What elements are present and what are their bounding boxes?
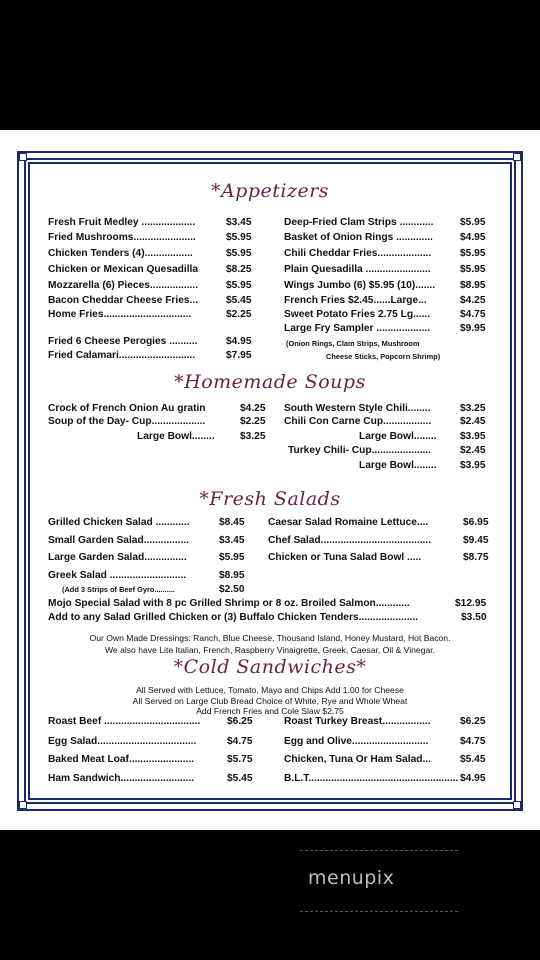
menu-item: Sweet Potato Fries 2.75 Lg...... [284,309,431,320]
menu-price: $2.25 [240,416,266,427]
menupix-watermark [300,850,460,912]
menu-item: Large Garden Salad............... [48,552,187,563]
menu-price: $2.50 [219,584,245,595]
menu-price: $4.95 [460,232,486,243]
menu-price: $5.45 [227,773,253,784]
menu-item: Egg and Olive........................... [284,736,429,747]
menu-price: $5.95 [219,552,245,563]
menu-price: $7.95 [226,350,252,361]
menu-item: Chili Con Carne Cup................. [284,416,432,427]
menu-item: Add to any Salad Grilled Chicken or (3) Buffalo Chicken Tenders..................... [48,612,419,623]
menu-price: $3.25 [460,403,486,414]
menu-item: French Fries $2.45......Large... [284,295,427,306]
menu-item: Roast Beef .................................. [48,716,201,727]
menu-price: $4.25 [460,295,486,306]
menu-item: Fried 6 Cheese Perogies .......... [48,336,198,347]
menu-item: Wings Jumbo (6) $5.95 (10)....... [284,280,436,291]
menu-item: Roast Turkey Breast................. [284,716,431,727]
menu-price: $6.25 [460,716,486,727]
menu-item: Mojo Special Salad with 8 pc Grilled Shrimp or 8 oz. Broiled Salmon............ [48,598,410,609]
sandwich-note: All Served with Lettuce, Tomato, Mayo and Chips Add 1.00 for Cheese [136,685,404,695]
menu-item: Chicken, Tuna Or Ham Salad... [284,754,432,765]
menu-price: $3.50 [461,612,487,623]
menu-price: $5.95 [226,280,252,291]
menu-price: $5.45 [226,295,252,306]
border-corner [513,801,521,809]
menu-item: Soup of the Day- Cup................... [48,416,206,427]
menu-item: Crock of French Onion Au gratin [48,403,206,414]
menu-item: Fresh Fruit Medley ................... [48,217,196,228]
border-corner [19,153,27,161]
menu-price: $3.25 [240,431,266,442]
sampler-note: Cheese Sticks, Popcorn Shrimp) [326,352,441,361]
menu-price: $4.75 [460,736,486,747]
sandwiches-title: *Cold Sandwiches* [173,656,367,678]
menu-item: Chicken Tenders (4)................. [48,248,193,259]
menu-price: $5.45 [460,754,486,765]
menu-item: Large Bowl........ [359,460,437,471]
menu-item: Chicken or Tuna Salad Bowl ..... [268,552,422,563]
menu-price: $4.95 [226,336,252,347]
menu-price: $8.75 [463,552,489,563]
menu-item: Chicken or Mexican Quesadilla [48,264,199,275]
sandwich-note: Add French Fries and Cole Slaw $2.75 [196,706,344,716]
menu-price: $2.45 [460,416,486,427]
menu-price: $8.25 [226,264,252,275]
soups-title: *Homemade Soups [174,371,366,393]
menu-item: Turkey Chili- Cup..................... [288,445,432,456]
border-corner [19,801,27,809]
menu-price: $9.45 [463,535,489,546]
menu-price: $8.45 [219,517,245,528]
menu-price: $5.95 [226,248,252,259]
salads-title: *Fresh Salads [199,488,341,510]
menu-price: $2.45 [460,445,486,456]
menu-item: Egg Salad................................... [48,736,197,747]
menu-price: $3.95 [460,460,486,471]
appetizers-title: *Appetizers [210,180,330,202]
menu-item: Ham Sandwich.......................... [48,773,195,784]
menu-price: $3.95 [460,431,486,442]
menu-price: $5.95 [226,232,252,243]
menu-item: Deep-Fried Clam Strips ............ [284,217,434,228]
menu-price: $5.95 [460,264,486,275]
menu-price: $8.95 [460,280,486,291]
menu-item: Large Fry Sampler ................... [284,323,431,334]
gyro-note: (Add 3 Strips of Beef Gyro.......... [62,585,175,594]
menu-price: $4.95 [460,773,486,784]
menu-item: B.L.T..................................................... [284,773,459,784]
menu-price: $2.25 [226,309,252,320]
menu-item: Greek Salad ........................... [48,570,187,581]
menu-item: Chili Cheddar Fries................... [284,248,432,259]
menu-item: South Western Style Chili........ [284,403,431,414]
menu-item: Small Garden Salad................ [48,535,189,546]
menu-price: $4.75 [460,309,486,320]
menu-item: Fried Mushrooms...................... [48,232,196,243]
menu-item: Mozzarella (6) Pieces................. [48,280,199,291]
sandwich-note: All Served on Large Club Bread Choice of White, Rye and Whole Wheat [132,696,408,706]
sampler-note: (Onion Rings, Clam Strips, Mushroom [286,339,420,348]
menu-price: $6.25 [227,716,253,727]
menu-item: Grilled Chicken Salad ............ [48,517,190,528]
watermark-text: menupix [308,867,395,889]
menu-price: $3.45 [219,535,245,546]
border-corner [513,153,521,161]
dressings-note: We also have Lite Italian, French, Raspberry Vinaigrette, Greek, Caesar, Oil & Vinegar. [104,645,436,655]
menu-item: Large Bowl........ [359,431,437,442]
menu-price: $4.25 [240,403,266,414]
menu-item: Chef Salad....................................... [268,535,432,546]
menu-price: $5.75 [227,754,253,765]
menu-item: Bacon Cheddar Cheese Fries... [48,295,199,306]
dressings-note: Our Own Made Dressings: Ranch, Blue Cheese, Thousand Island, Honey Mustard, Hot Bacon. [89,633,451,643]
menu-price: $8.95 [219,570,245,581]
menu-price: $12.95 [455,598,487,609]
menu-item: Caesar Salad Romaine Lettuce.... [268,517,429,528]
menu-item: Large Bowl........ [137,431,215,442]
menu-item: Home Fries............................... [48,309,192,320]
menu-price: $3.45 [226,217,252,228]
menu-item: Fried Calamari........................... [48,350,196,361]
menu-item: Baked Meat Loaf....................... [48,754,195,765]
menu-price: $5.95 [460,217,486,228]
menu-price: $9.95 [460,323,486,334]
menu-price: $4.75 [227,736,253,747]
menu-item: Plain Quesadilla ....................... [284,264,431,275]
menu-price: $5.95 [460,248,486,259]
menu-item: Basket of Onion Rings ............. [284,232,433,243]
menu-price: $6.95 [463,517,489,528]
